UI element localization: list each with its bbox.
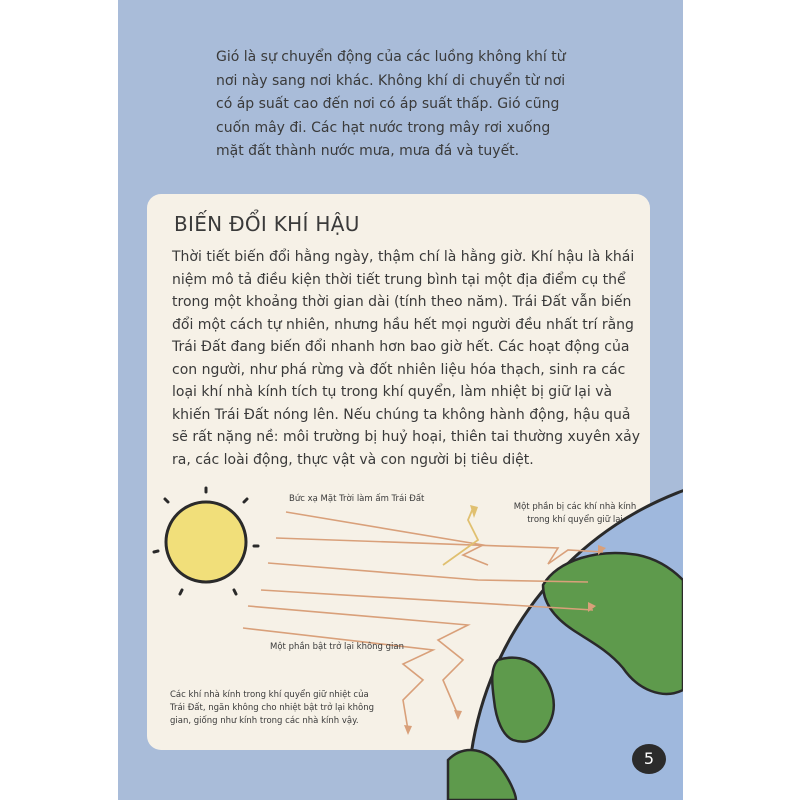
label-radiation: Bức xạ Mặt Trời làm ấm Trái Đất (289, 494, 425, 504)
arrowhead-down-2 (404, 725, 412, 735)
label-reflected: Một phần bật trở lại không gian (270, 642, 404, 652)
card-title: BIẾN ĐỔI KHÍ HẬU (174, 212, 360, 236)
card-body-text: Thời tiết biến đổi hằng ngày, thậm chí là hằng giờ. Khí hậu là khái niệm mô tả điều kiện thời tiết trung bình tại một địa điểm cụ thể trong một khoảng thời gian dài (tính theo năm). Trái Đất vẫn biến đổi một cách tự nhiên, nhưng hầu hết mọi người đều nhất trí rằng Trái Đất đang biến đổi nhanh hơn bao giờ hết. Các hoạt động của con người, như phá rừng và đốt nhiên liệu hóa thạch, sinh ra các loại khí nhà kính tích tụ trong khí quyển, làm nhiệt bị giữ lại và khiến Trái Đất nóng lên. Nếu chúng ta không hành động, hậu quả sẽ rất nặng nề: môi trường bị huỷ hoại, thiên tai thường xuyên xảy ra, các loài động, thực vật và con người bị tiêu diệt. (172, 249, 641, 468)
page-number-badge (632, 744, 666, 774)
sun-disk (166, 502, 246, 582)
radiation-arrow-1 (286, 512, 488, 565)
trapped-arrow (443, 508, 478, 565)
label-greenhouse: Các khí nhà kính trong khí quyển giữ nhiệt của Trái Đất, ngăn không cho nhiệt bật trở lại không gian, giống như kính trong các nhà kính vậy. (170, 690, 374, 726)
radiation-arrow-3 (268, 563, 588, 582)
arrowhead-down-1 (454, 710, 462, 720)
book-page (118, 0, 683, 800)
radiation-arrow-2 (276, 538, 603, 564)
label-trapped: Một phần bị các khí nhà kính trong khí quyển giữ lại (513, 502, 637, 525)
intro-text: Gió là sự chuyển động của các luồng không khí từ nơi này sang nơi khác. Không khí di chuyển từ nơi có áp suất cao đến nơi có áp suất thấp. Gió cũng cuốn mây đi. Các hạt nước trong mây rơi xuống mặt đất thành nước mưa, mưa đá và tuyết. (216, 49, 566, 159)
greenhouse-diagram (118, 0, 683, 800)
page-number: 5 (643, 749, 655, 768)
sun-illustration (154, 488, 258, 594)
